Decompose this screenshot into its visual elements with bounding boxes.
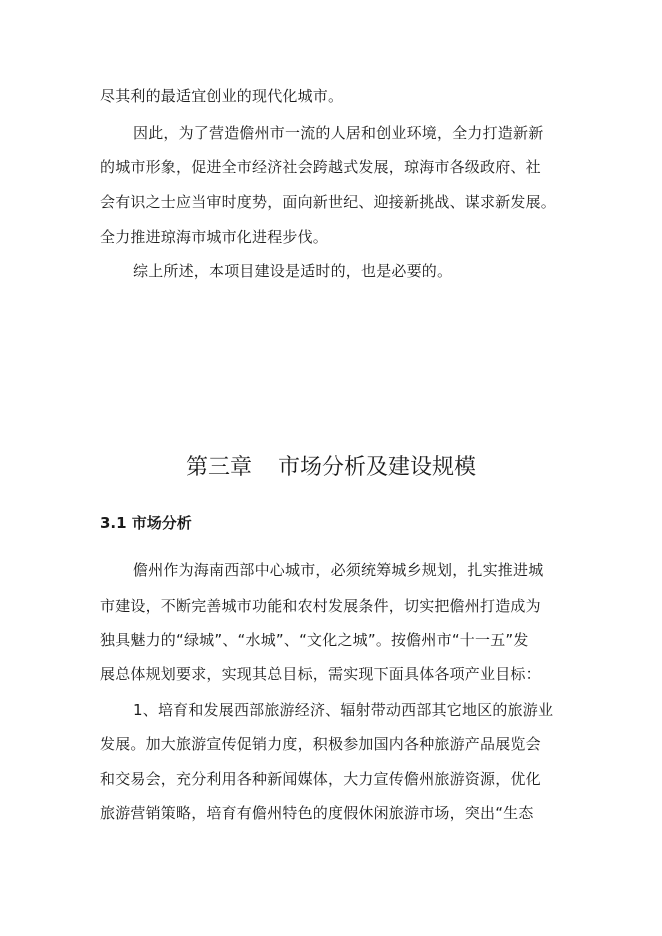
text-line: 的城市形象，促进全市经济社会跨越式发展，琼海市各级政府、社 — [100, 158, 541, 176]
text-line: 和交易会，充分利用各种新闻媒体，大力宣传儋州旅游资源，优化 — [100, 770, 541, 788]
text-line: 发展。加大旅游宣传促销力度，积极参加国内各种旅游产品展览会 — [100, 735, 541, 753]
text-line: 1、培育和发展西部旅游经济、辐射带动西部其它地区的旅游业 — [133, 701, 554, 719]
text-line: 因此，为了营造儋州市一流的人居和创业环境，全力打造新新 — [133, 124, 544, 142]
text-line: 尽其利的最适宜创业的现代化城市。 — [100, 87, 344, 105]
text-line: 儋州作为海南西部中心城市，必须统筹城乡规划，扎实推进城 — [133, 561, 544, 579]
text-line: 综上所述，本项目建设是适时的，也是必要的。 — [133, 262, 453, 280]
text-line: 会有识之士应当审时度势，面向新世纪、迎接新挑战、谋求新发展。 — [100, 193, 557, 211]
text-line: 旅游营销策略，培育有儋州特色的度假休闲旅游市场，突出“生态 — [100, 804, 534, 822]
text-line: 独具魅力的“绿城”、“水城”、“文化之城”。按儋州市“十一五”发 — [100, 631, 529, 649]
section-heading: 3.1 市场分析 — [100, 514, 192, 532]
chapter-number: 第三章 — [185, 455, 252, 480]
chapter-title: 市场分析及建设规模 — [278, 455, 477, 480]
chapter-heading — [0, 453, 662, 483]
text-line: 全力推进琼海市城市化进程步伐。 — [100, 228, 329, 246]
text-line: 市建设，不断完善城市功能和农村发展条件，切实把儋州打造成为 — [100, 597, 541, 615]
text-line: 展总体规划要求，实现其总目标，需实现下面具体各项产业目标： — [100, 665, 541, 683]
